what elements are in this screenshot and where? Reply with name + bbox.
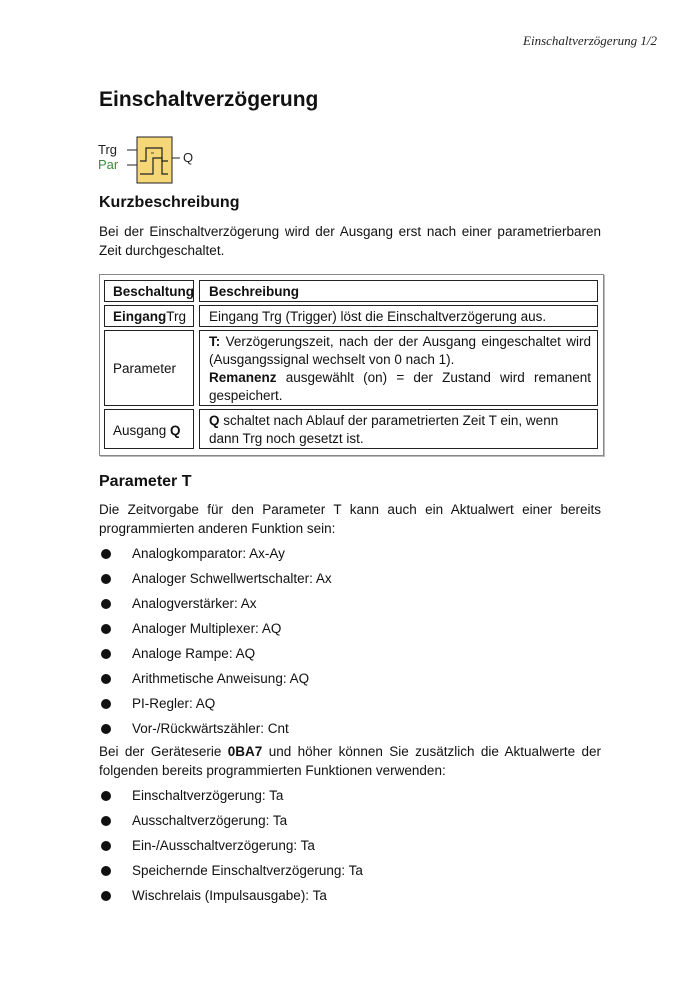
actual-value-list-1 [99,544,599,744]
bullet-icon [101,574,111,584]
table-row-parameter-right: T: Verzögerungszeit, nach der der Ausgang eingeschaltet wird (Ausgangssignal wechselt von 0 nach 1). Remanenz ausgewählt (on) = der Zustand wird remanent gespeichert. [199,330,598,406]
bullet-icon [101,674,111,684]
symbol-par-label: Par [98,157,119,172]
function-block-icon [96,134,206,186]
list-item [99,811,599,836]
bullet-icon [101,866,111,876]
list-item [99,594,599,619]
bullet-icon [101,549,111,559]
list-item-label: Einschaltverzögerung: Ta [132,788,284,803]
list-item [99,619,599,644]
list-item [99,544,599,569]
list-item-label: PI-Regler: AQ [132,696,216,711]
function-block-box [137,137,172,183]
list-item [99,569,599,594]
table-header-beschaltung: Beschaltung [104,280,194,302]
list-item-label: Analoger Schwellwertschalter: Ax [132,571,332,586]
list-item-label: Wischrelais (Impulsausgabe): Ta [132,888,327,903]
kurzbeschreibung-heading: Kurzbeschreibung [99,194,240,211]
bullet-icon [101,624,111,634]
bullet-icon [101,791,111,801]
actual-value-list-2 [99,786,599,911]
list-item [99,861,599,886]
table-row-ausgang-right: Q schaltet nach Ablauf der parametrierten Zeit T ein, wenn dann Trg noch gesetzt ist. [199,409,598,449]
table-row-eingang-left: EingangTrg [104,305,194,327]
list-item [99,644,599,669]
table-row-eingang-right: Eingang Trg (Trigger) löst die Einschaltverzögerung aus. [199,305,598,327]
bullet-icon [101,649,111,659]
bullet-icon [101,724,111,734]
geraeteserie-text: Bei der Geräteserie 0BA7 und höher können Sie zusätzlich die Aktualwerte der folgenden bereits programmierten Funktionen verwenden: [99,744,601,778]
table-header-beschreibung: Beschreibung [199,280,598,302]
parameter-t-intro: Die Zeitvorgabe für den Parameter T kann auch ein Aktualwert einer bereits programmierten anderen Funktion sein: [99,502,601,536]
list-item [99,786,599,811]
bullet-icon [101,599,111,609]
list-item-label: Ein-/Ausschaltverzögerung: Ta [132,838,315,853]
page-title: Einschaltverzögerung [99,88,319,111]
list-item-label: Ausschaltverzögerung: Ta [132,813,288,828]
bullet-icon [101,841,111,851]
symbol-trg-label: Trg [98,142,118,157]
list-item [99,669,599,694]
list-item-label: Analoge Rampe: AQ [132,646,256,661]
list-item-label: Arithmetische Anweisung: AQ [132,671,310,686]
list-item [99,886,599,911]
table-row-parameter-left: Parameter [104,330,194,406]
symbol-q-label: Q [183,150,194,165]
list-item [99,719,599,744]
kurzbeschreibung-text: Bei der Einschaltverzögerung wird der Ausgang erst nach einer parametrierbaren Zeit durchgeschaltet. [99,224,601,258]
list-item-label: Speichernde Einschaltverzögerung: Ta [132,863,363,878]
list-item-label: Analogkomparator: Ax-Ay [132,546,285,561]
list-item-label: Analogverstärker: Ax [132,596,257,611]
bullet-icon [101,699,111,709]
parameter-t-heading: Parameter T [99,473,192,490]
bullet-icon [101,891,111,901]
list-item-label: Vor-/Rückwärtszähler: Cnt [132,721,289,736]
list-item [99,836,599,861]
beschaltung-table [99,274,604,456]
bullet-icon [101,816,111,826]
list-item-label: Analoger Multiplexer: AQ [132,621,282,636]
table-row-ausgang-left: Ausgang Q [104,409,194,449]
list-item [99,694,599,719]
page-header: Einschaltverzögerung 1/2 [523,33,657,48]
